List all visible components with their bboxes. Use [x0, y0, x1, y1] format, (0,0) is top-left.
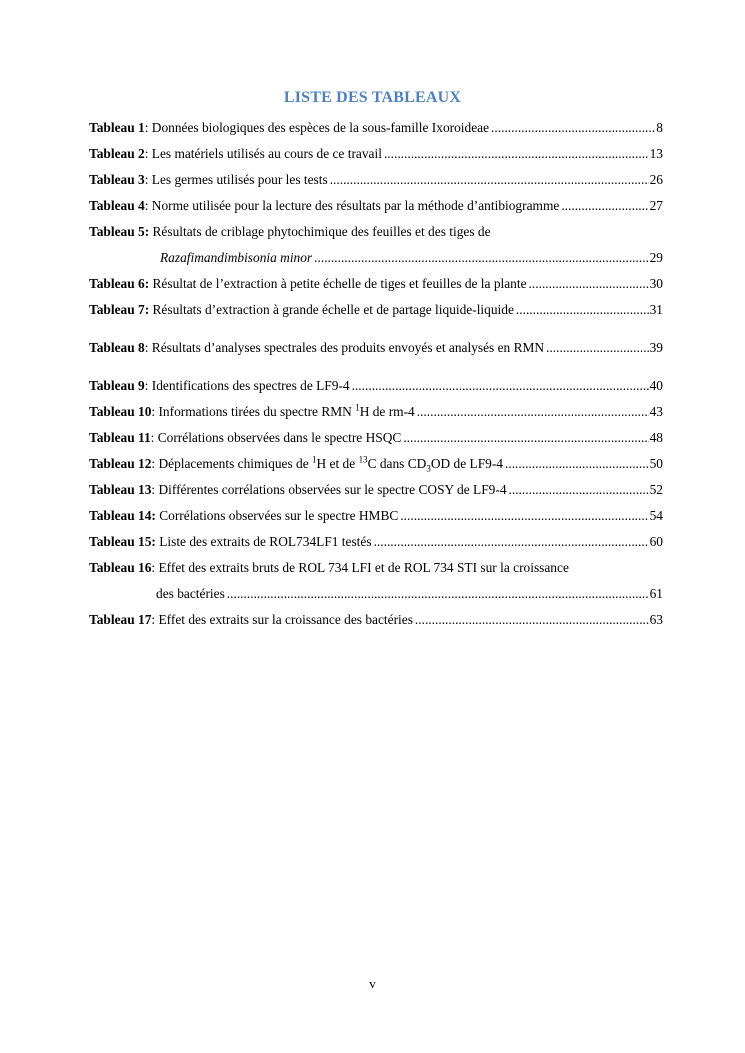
entry-page-number: 40	[649, 378, 663, 393]
dot-leader	[330, 171, 649, 189]
entry-title: : Effet des extraits bruts de ROL 734 LFI et de ROL 734 STI sur la croissance	[151, 560, 569, 575]
list-item[interactable]	[89, 223, 663, 241]
dot-leader	[374, 533, 649, 551]
entry-title: : Norme utilisée pour la lecture des résultats par la méthode d’antibiogramme	[144, 198, 560, 213]
dot-leader	[529, 275, 649, 293]
entry-page-number: 29	[649, 250, 663, 265]
page-number-footer: v	[369, 976, 376, 991]
entry-title: Résultats de criblage phytochimique des feuilles et des tiges de	[149, 224, 491, 239]
dot-leader	[314, 249, 648, 267]
entry-title: : Les matériels utilisés au cours de ce travail	[144, 146, 382, 161]
entry-label: Tableau 10	[89, 404, 152, 419]
entry-title: Résultats d’extraction à grande échelle et de partage liquide-liquide	[149, 302, 514, 317]
entry-text	[89, 611, 413, 629]
entry-title: : Résultats d’analyses spectrales des produits envoyés et analysés en RMN	[144, 340, 545, 355]
entry-label: Tableau 12	[89, 456, 152, 471]
list-item[interactable]	[89, 197, 663, 215]
dot-leader	[509, 481, 649, 499]
entry-label: Tableau 3	[89, 172, 145, 187]
entry-title: : Effet des extraits sur la croissance des bactéries	[151, 612, 413, 627]
list-item-continuation[interactable]	[160, 249, 663, 267]
entry-label: Tableau 6:	[89, 276, 150, 291]
entry-page-number: 26	[649, 172, 663, 187]
subscript: 3	[426, 463, 431, 474]
entry-text	[89, 301, 514, 319]
list-item[interactable]	[89, 455, 663, 473]
entry-text	[89, 429, 401, 447]
entry-text	[89, 403, 415, 421]
entry-label: Tableau 5:	[89, 224, 150, 239]
list-item[interactable]	[89, 533, 663, 551]
dot-leader	[403, 429, 648, 447]
entry-page-number: 30	[649, 276, 663, 291]
entry-page-number: 63	[649, 612, 663, 627]
list-item[interactable]	[89, 611, 663, 629]
entry-page-number: 27	[649, 198, 663, 213]
entry-page-number: 48	[649, 430, 663, 445]
entry-title-continuation: des bactéries	[156, 586, 225, 601]
dot-leader	[384, 145, 649, 163]
list-item[interactable]	[89, 171, 663, 189]
entry-label: Tableau 16	[89, 560, 152, 575]
entry-label: Tableau 15:	[89, 534, 156, 549]
list-item[interactable]	[89, 145, 663, 163]
entry-text	[89, 275, 527, 293]
list-item[interactable]	[89, 403, 663, 421]
entry-title: Résultat de l’extraction à petite échelle de tiges et feuilles de la plante	[149, 276, 527, 291]
entry-title: : Données biologiques des espèces de la sous-famille Ixoroideae	[144, 120, 490, 135]
list-item[interactable]	[89, 301, 663, 319]
entry-page-number: 13	[649, 146, 663, 161]
list-item[interactable]	[89, 559, 663, 577]
entry-title-part: C dans CD	[367, 456, 427, 471]
superscript: 1	[312, 454, 317, 465]
entry-label: Tableau 2	[89, 146, 145, 161]
entry-label: Tableau 14:	[89, 508, 156, 523]
entry-title-part: : Informations tirées du spectre RMN	[151, 404, 356, 419]
list-item[interactable]	[89, 377, 663, 395]
entry-text	[89, 377, 350, 395]
entry-label: Tableau 7:	[89, 302, 150, 317]
entry-text	[89, 559, 569, 577]
entry-text	[89, 339, 544, 357]
entry-page-number: 50	[649, 456, 663, 471]
entry-title: : Identifications des spectres de LF9-4	[144, 378, 350, 393]
entry-page-number: 31	[649, 302, 663, 317]
entry-label: Tableau 11	[89, 430, 151, 445]
entry-text	[89, 145, 382, 163]
entry-page-number: 39	[649, 340, 663, 355]
entry-label: Tableau 13	[89, 482, 152, 497]
entry-page-number: 52	[649, 482, 663, 497]
entry-title-part: OD de LF9-4	[430, 456, 503, 471]
dot-leader	[400, 507, 648, 525]
list-item[interactable]	[89, 481, 663, 499]
page-title: LISTE DES TABLEAUX	[283, 89, 462, 106]
entry-page-number: 43	[649, 404, 663, 419]
dot-leader	[561, 197, 648, 215]
entry-page-number: 61	[649, 586, 663, 601]
entry-page-number: 54	[649, 508, 663, 523]
entry-page-number: 60	[649, 534, 663, 549]
entry-label: Tableau 4	[89, 198, 145, 213]
entry-text	[89, 507, 398, 525]
entry-text	[89, 119, 489, 137]
dot-leader	[516, 301, 649, 319]
entry-title: Corrélations observées sur le spectre HMBC	[155, 508, 399, 523]
entry-label: Tableau 8	[89, 340, 145, 355]
dot-leader	[415, 611, 649, 629]
entry-text	[89, 171, 328, 189]
entry-page-number: 8	[656, 120, 663, 135]
dot-leader	[352, 377, 649, 395]
dot-leader	[227, 585, 649, 603]
entry-title-part: : Déplacements chimiques de	[151, 456, 313, 471]
list-item[interactable]	[89, 429, 663, 447]
entry-title: : Corrélations observées dans le spectre HSQC	[150, 430, 402, 445]
entry-text	[89, 455, 503, 473]
entry-title-part: H de rm-4	[359, 404, 415, 419]
entry-label: Tableau 17	[89, 612, 152, 627]
dot-leader	[491, 119, 655, 137]
entry-label: Tableau 1	[89, 120, 145, 135]
entry-title: : Différentes corrélations observées sur le spectre COSY de LF9-4	[151, 482, 507, 497]
list-item[interactable]	[89, 119, 663, 137]
list-item[interactable]	[89, 339, 663, 357]
superscript: 13	[358, 454, 368, 465]
entry-text	[89, 223, 491, 241]
superscript: 1	[355, 402, 360, 413]
dot-leader	[505, 455, 649, 473]
list-item[interactable]	[89, 507, 663, 525]
entry-text	[89, 197, 559, 215]
entry-title: : Les germes utilisés pour les tests	[144, 172, 328, 187]
entry-title-continuation: Razafimandimbisonia minor	[160, 250, 313, 265]
entry-label: Tableau 9	[89, 378, 145, 393]
entry-title: Liste des extraits de ROL734LF1 testés	[155, 534, 372, 549]
list-item[interactable]	[89, 275, 663, 293]
dot-leader	[546, 339, 649, 357]
list-item-continuation[interactable]	[156, 585, 663, 603]
dot-leader	[417, 403, 649, 421]
entry-text	[89, 481, 507, 499]
entry-title-part: H et de	[316, 456, 359, 471]
entry-text	[89, 533, 372, 551]
